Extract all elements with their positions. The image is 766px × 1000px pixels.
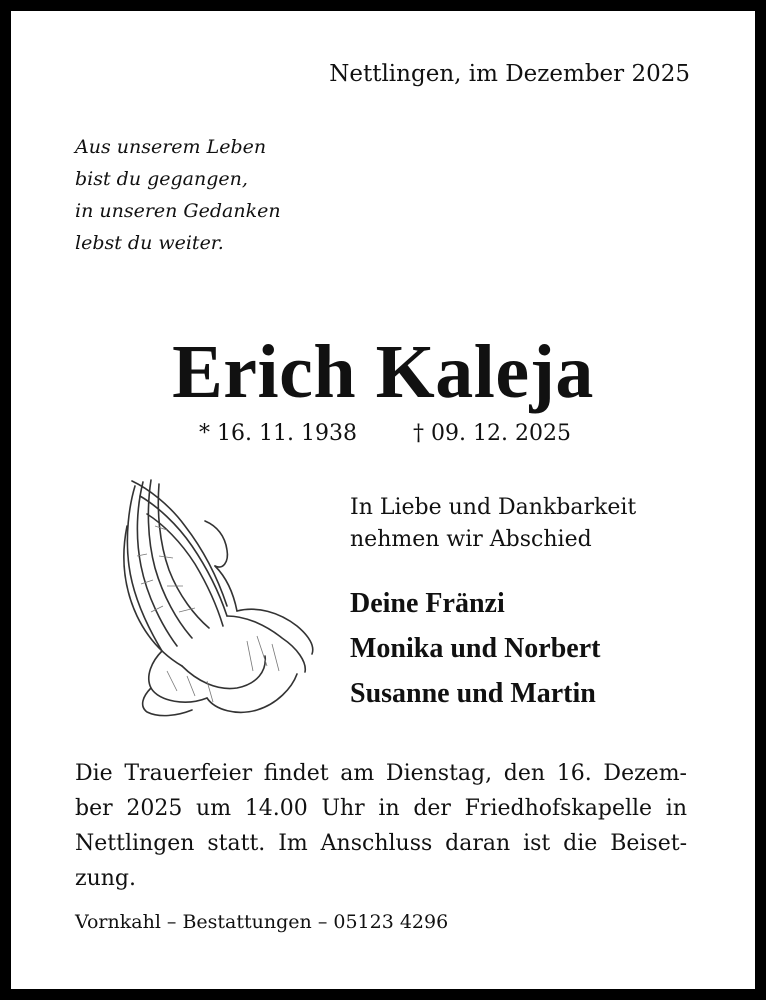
service-line: Die Trauerfeier findet am Dienstag, den 16. Dezem- bbox=[75, 761, 687, 786]
mourners-list bbox=[350, 581, 600, 716]
farewell-line: In Liebe und Dankbarkeit bbox=[350, 495, 637, 520]
mourner: Deine Fränzi bbox=[350, 588, 505, 619]
mourner: Susanne und Martin bbox=[350, 678, 596, 709]
quote-line: lebst du weiter. bbox=[75, 232, 224, 254]
service-line: zung. bbox=[75, 866, 137, 891]
memorial-quote bbox=[75, 131, 281, 259]
mourner: Monika und Norbert bbox=[350, 633, 601, 664]
farewell-line: nehmen wir Abschied bbox=[350, 527, 592, 552]
service-line: ber 2025 um 14.00 Uhr in der Friedhofskapelle in bbox=[75, 796, 687, 821]
deceased-name: Erich Kaleja bbox=[172, 330, 594, 414]
place-date: Nettlingen, im Dezember 2025 bbox=[329, 61, 690, 87]
quote-line: Aus unserem Leben bbox=[75, 136, 267, 158]
funeral-service-info bbox=[75, 756, 687, 896]
farewell-text bbox=[350, 492, 636, 556]
undertaker-contact: Vornkahl – Bestattungen – 05123 4296 bbox=[75, 911, 449, 933]
quote-line: in unseren Gedanken bbox=[75, 200, 281, 222]
praying-hands-icon bbox=[107, 466, 317, 721]
quote-line: bist du gegangen, bbox=[75, 168, 248, 190]
birth-date: * 16. 11. 1938 bbox=[199, 421, 357, 446]
service-line: Nettlingen statt. Im Anschluss daran ist die Beiset- bbox=[75, 831, 687, 856]
obituary-card bbox=[11, 11, 755, 989]
death-date: † 09. 12. 2025 bbox=[413, 421, 571, 446]
